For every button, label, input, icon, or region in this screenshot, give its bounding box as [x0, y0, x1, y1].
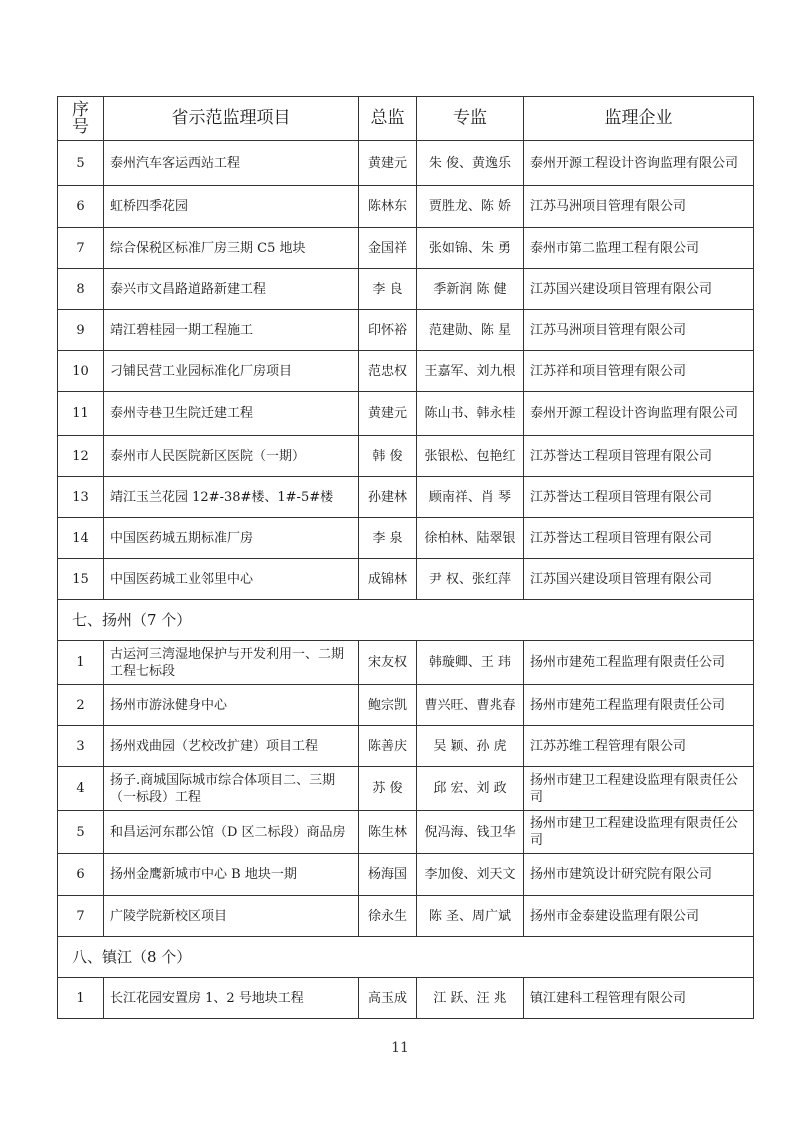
cell-company: 江苏国兴建设项目管理有限公司	[524, 269, 754, 310]
cell-project: 虹桥四季花园	[104, 186, 359, 228]
cell-company: 泰州市第二监理工程有限公司	[524, 228, 754, 269]
cell-special: 陈 圣、周广斌	[417, 896, 524, 937]
page-number: 11	[391, 1040, 409, 1056]
cell-no: 12	[58, 436, 104, 477]
cell-chief: 韩 俊	[359, 436, 417, 477]
cell-chief: 高玉成	[359, 978, 417, 1019]
cell-special: 顾南祥、肖 琴	[417, 477, 524, 518]
cell-special: 倪冯海、钱卫华	[417, 811, 524, 854]
cell-company: 江苏誉达工程项目管理有限公司	[524, 436, 754, 477]
cell-project: 和昌运河东郡公馆（D 区二标段）商品房	[104, 811, 359, 854]
cell-project: 泰州汽车客运西站工程	[104, 141, 359, 186]
cell-company: 江苏马洲项目管理有限公司	[524, 310, 754, 351]
cell-chief: 成锦林	[359, 559, 417, 600]
table-row	[58, 351, 754, 392]
table-row	[58, 978, 754, 1019]
cell-project: 中国医药城工业邻里中心	[104, 559, 359, 600]
cell-project: 中国医药城五期标准厂房	[104, 518, 359, 559]
section-title-yangzhou: 七、扬州（7 个）	[58, 600, 754, 641]
table-row	[58, 392, 754, 436]
cell-company: 江苏誉达工程项目管理有限公司	[524, 477, 754, 518]
header-project: 省示范监理项目	[104, 97, 359, 141]
cell-chief: 印怀裕	[359, 310, 417, 351]
cell-company: 扬州市建筑设计研究院有限公司	[524, 854, 754, 896]
cell-no: 2	[58, 685, 104, 726]
cell-chief: 李 泉	[359, 518, 417, 559]
table-row	[58, 726, 754, 767]
cell-chief: 陈善庆	[359, 726, 417, 767]
cell-company: 泰州开源工程设计咨询监理有限公司	[524, 141, 754, 186]
cell-no: 11	[58, 392, 104, 436]
cell-company: 扬州市建苑工程监理有限责任公司	[524, 641, 754, 685]
cell-no: 1	[58, 978, 104, 1019]
cell-special: 李加俊、刘天文	[417, 854, 524, 896]
header-special: 专监	[417, 97, 524, 141]
table-row	[58, 811, 754, 854]
cell-no: 9	[58, 310, 104, 351]
cell-project: 刁铺民营工业园标准化厂房项目	[104, 351, 359, 392]
table-row	[58, 436, 754, 477]
table-row	[58, 186, 754, 228]
table-row	[58, 310, 754, 351]
cell-no: 13	[58, 477, 104, 518]
cell-special: 王嘉军、刘九根	[417, 351, 524, 392]
cell-project: 长江花园安置房 1、2 号地块工程	[104, 978, 359, 1019]
cell-chief: 杨海国	[359, 854, 417, 896]
header-no: 序号	[58, 97, 104, 141]
cell-no: 8	[58, 269, 104, 310]
cell-company: 江苏苏维工程管理有限公司	[524, 726, 754, 767]
cell-chief: 金国祥	[359, 228, 417, 269]
table-header-row	[58, 97, 754, 141]
cell-project: 泰兴市文昌路道路新建工程	[104, 269, 359, 310]
cell-no: 1	[58, 641, 104, 685]
cell-company: 泰州开源工程设计咨询监理有限公司	[524, 392, 754, 436]
cell-project: 扬州戏曲园（艺校改扩建）项目工程	[104, 726, 359, 767]
supervision-project-table	[57, 96, 754, 1019]
cell-special: 陈山书、韩永桂	[417, 392, 524, 436]
cell-company: 江苏誉达工程项目管理有限公司	[524, 518, 754, 559]
table-row	[58, 269, 754, 310]
header-chief: 总监	[359, 97, 417, 141]
cell-chief: 孙建林	[359, 477, 417, 518]
cell-no: 7	[58, 896, 104, 937]
cell-special: 吴 颖、孙 虎	[417, 726, 524, 767]
cell-special: 徐柏林、陆翠银	[417, 518, 524, 559]
cell-project: 扬州金鹰新城市中心 B 地块一期	[104, 854, 359, 896]
cell-chief: 黄建元	[359, 141, 417, 186]
cell-special: 季新润 陈 健	[417, 269, 524, 310]
cell-special: 江 跃、汪 兆	[417, 978, 524, 1019]
cell-company: 扬州市金泰建设监理有限公司	[524, 896, 754, 937]
header-company: 监理企业	[524, 97, 754, 141]
table-row	[58, 559, 754, 600]
cell-chief: 鲍宗凯	[359, 685, 417, 726]
cell-chief: 苏 俊	[359, 767, 417, 811]
section-row-zhenjiang	[58, 937, 754, 978]
table-row	[58, 685, 754, 726]
table-row	[58, 641, 754, 685]
cell-company: 扬州市建卫工程建设监理有限责任公司	[524, 767, 754, 811]
cell-chief: 黄建元	[359, 392, 417, 436]
table-row	[58, 477, 754, 518]
cell-chief: 范忠权	[359, 351, 417, 392]
section-row-yangzhou	[58, 600, 754, 641]
cell-no: 5	[58, 141, 104, 186]
cell-no: 6	[58, 854, 104, 896]
cell-company: 江苏祥和项目管理有限公司	[524, 351, 754, 392]
table-row	[58, 896, 754, 937]
cell-no: 7	[58, 228, 104, 269]
cell-project: 广陵学院新校区项目	[104, 896, 359, 937]
cell-project: 靖江碧桂园一期工程施工	[104, 310, 359, 351]
cell-project: 古运河三湾湿地保护与开发利用一、二期工程七标段	[104, 641, 359, 685]
table-row	[58, 767, 754, 811]
cell-company: 镇江建科工程管理有限公司	[524, 978, 754, 1019]
cell-special: 曹兴旺、曹兆春	[417, 685, 524, 726]
cell-project: 泰州市人民医院新区医院（一期）	[104, 436, 359, 477]
cell-company: 扬州市建苑工程监理有限责任公司	[524, 685, 754, 726]
cell-special: 尹 权、张红萍	[417, 559, 524, 600]
cell-project: 扬州市游泳健身中心	[104, 685, 359, 726]
cell-special: 范建勋、陈 星	[417, 310, 524, 351]
cell-project: 扬子.商城国际城市综合体项目二、三期（一标段）工程	[104, 767, 359, 811]
cell-chief: 徐永生	[359, 896, 417, 937]
table-row	[58, 854, 754, 896]
cell-no: 3	[58, 726, 104, 767]
cell-project: 靖江玉兰花园 12#-38#楼、1#-5#楼	[104, 477, 359, 518]
cell-special: 韩璇卿、王 玮	[417, 641, 524, 685]
section-title-zhenjiang: 八、镇江（8 个）	[58, 937, 754, 978]
cell-no: 15	[58, 559, 104, 600]
table-row	[58, 141, 754, 186]
cell-chief: 李 良	[359, 269, 417, 310]
cell-company: 江苏国兴建设项目管理有限公司	[524, 559, 754, 600]
cell-company: 扬州市建卫工程建设监理有限责任公司	[524, 811, 754, 854]
cell-project: 综合保税区标准厂房三期 C5 地块	[104, 228, 359, 269]
cell-special: 张银松、包艳红	[417, 436, 524, 477]
cell-project: 泰州寺巷卫生院迁建工程	[104, 392, 359, 436]
cell-no: 10	[58, 351, 104, 392]
cell-chief: 宋友权	[359, 641, 417, 685]
cell-no: 4	[58, 767, 104, 811]
cell-no: 6	[58, 186, 104, 228]
cell-chief: 陈林东	[359, 186, 417, 228]
cell-special: 邱 宏、刘 政	[417, 767, 524, 811]
cell-special: 张如锦、朱 勇	[417, 228, 524, 269]
cell-special: 贾胜龙、陈 娇	[417, 186, 524, 228]
cell-special: 朱 俊、黄逸乐	[417, 141, 524, 186]
cell-chief: 陈生林	[359, 811, 417, 854]
table-row	[58, 518, 754, 559]
cell-no: 14	[58, 518, 104, 559]
cell-no: 5	[58, 811, 104, 854]
cell-company: 江苏马洲项目管理有限公司	[524, 186, 754, 228]
table-row	[58, 228, 754, 269]
